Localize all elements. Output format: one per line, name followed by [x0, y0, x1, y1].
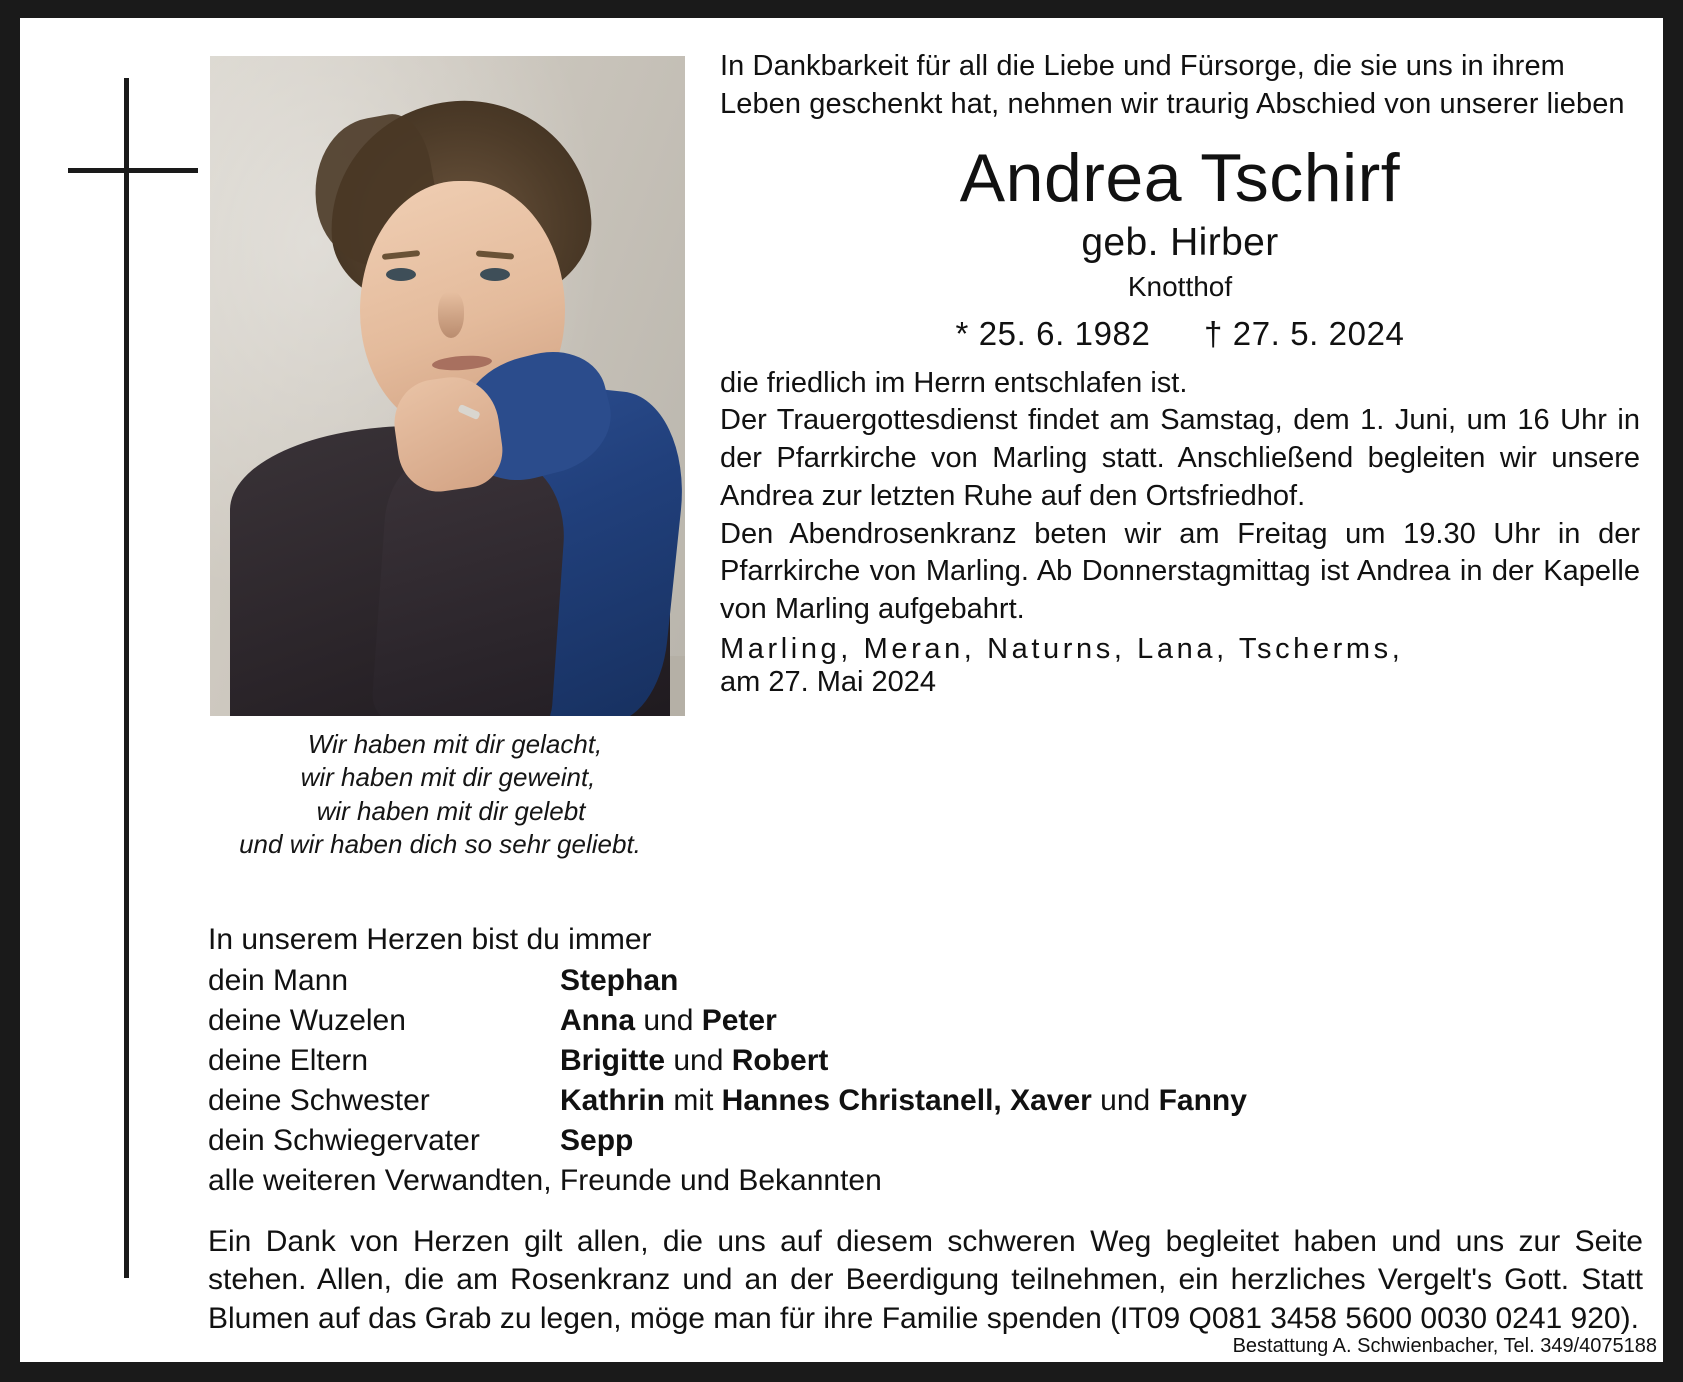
undertaker-credit: Bestattung A. Schwienbacher, Tel. 349/4075188	[1232, 1335, 1657, 1357]
deceased-name: Andrea Tschirf	[959, 140, 1401, 217]
cross-icon	[68, 58, 198, 1298]
memorial-quote	[180, 728, 700, 861]
quote-line-1: Wir haben mit dir gelacht,	[307, 729, 603, 759]
family-row	[208, 1121, 1638, 1161]
family-names: Anna und Peter	[560, 1003, 777, 1037]
family-row	[208, 961, 1638, 1001]
house-name: Knotthof	[1127, 270, 1233, 302]
all-relatives: alle weiteren Verwandten, Freunde und Bekannten	[208, 1164, 882, 1198]
intro-text: In Dankbarkeit für all die Liebe und Fürsorge, die sie uns in ihrem Leben geschenkt hat, nehmen wir traurig Abschied von unserer lieben	[720, 50, 1625, 120]
quote-line-2: wir haben mit dir geweint,	[300, 762, 596, 793]
quote-line-3: wir haben mit dir gelebt	[316, 795, 586, 826]
family-row	[208, 1001, 1638, 1041]
family-names: Sepp	[560, 1123, 634, 1157]
birth-date: * 25. 6. 1982	[955, 314, 1151, 352]
portrait-photo	[210, 56, 685, 716]
maiden-name: geb. Hirber	[1081, 220, 1279, 264]
family-relation: deine Wuzelen	[208, 1003, 406, 1037]
notice-date: am 27. Mai 2024	[720, 665, 937, 698]
quote-line-4: und wir haben dich so sehr geliebt.	[239, 828, 641, 859]
photo-eye-left	[386, 268, 416, 281]
paragraph-2: Der Trauergottesdienst findet am Samstag, dem 1. Juni, um 16 Uhr in der Pfarrkirche von Marling statt. Anschließend begleiten wir unsere Andrea zur letzten Ruhe auf den Ortsfriedhof.	[720, 404, 1640, 512]
cross-vertical-bar	[124, 78, 129, 1278]
main-text-column	[720, 48, 1640, 699]
family-relation: dein Mann	[208, 964, 349, 997]
places-list: Marling, Meran, Naturns, Lana, Tscherms,	[720, 632, 1404, 665]
family-relation: dein Schwiegervater	[208, 1123, 480, 1157]
life-dates	[720, 315, 1640, 353]
death-date: † 27. 5. 2024	[1204, 314, 1405, 352]
family-names: Stephan	[560, 964, 679, 997]
obituary-sheet	[20, 18, 1663, 1362]
family-row	[208, 1081, 1638, 1121]
family-relation: deine Schwester	[208, 1083, 430, 1117]
family-names: Brigitte und Robert	[560, 1043, 829, 1077]
paragraph-1: die friedlich im Herrn entschlafen ist.	[720, 366, 1188, 399]
family-heading: In unserem Herzen bist du immer	[208, 923, 652, 956]
photo-eye-right	[480, 268, 510, 281]
photo-nose	[438, 292, 464, 338]
service-details	[720, 365, 1640, 629]
family-relation: deine Eltern	[208, 1043, 369, 1077]
cross-horizontal-bar	[68, 168, 198, 173]
family-names: Kathrin mit Hannes Christanell, Xaver und Fanny	[560, 1083, 1247, 1117]
photo-arm	[371, 450, 569, 716]
paragraph-3: Den Abendrosenkranz beten wir am Freitag um 19.30 Uhr in der Pfarrkirche von Marling. Ab Donnerstagmittag ist Andrea in der Kapelle von Marling aufgebahrt.	[720, 517, 1640, 625]
family-block	[208, 923, 1638, 1198]
thanks-text: Ein Dank von Herzen gilt allen, die uns auf diesem schweren Weg begleitet haben und uns zur Seite stehen. Allen, die am Rosenkranz und an der Beerdigung teilnehmen, ein herzliches Vergelt's Gott. Statt Blumen auf das Grab zu legen, möge man für ihre Familie spenden (IT09 Q081 3458 5600 0030 0241 920).	[208, 1225, 1643, 1335]
family-row	[208, 1041, 1638, 1081]
